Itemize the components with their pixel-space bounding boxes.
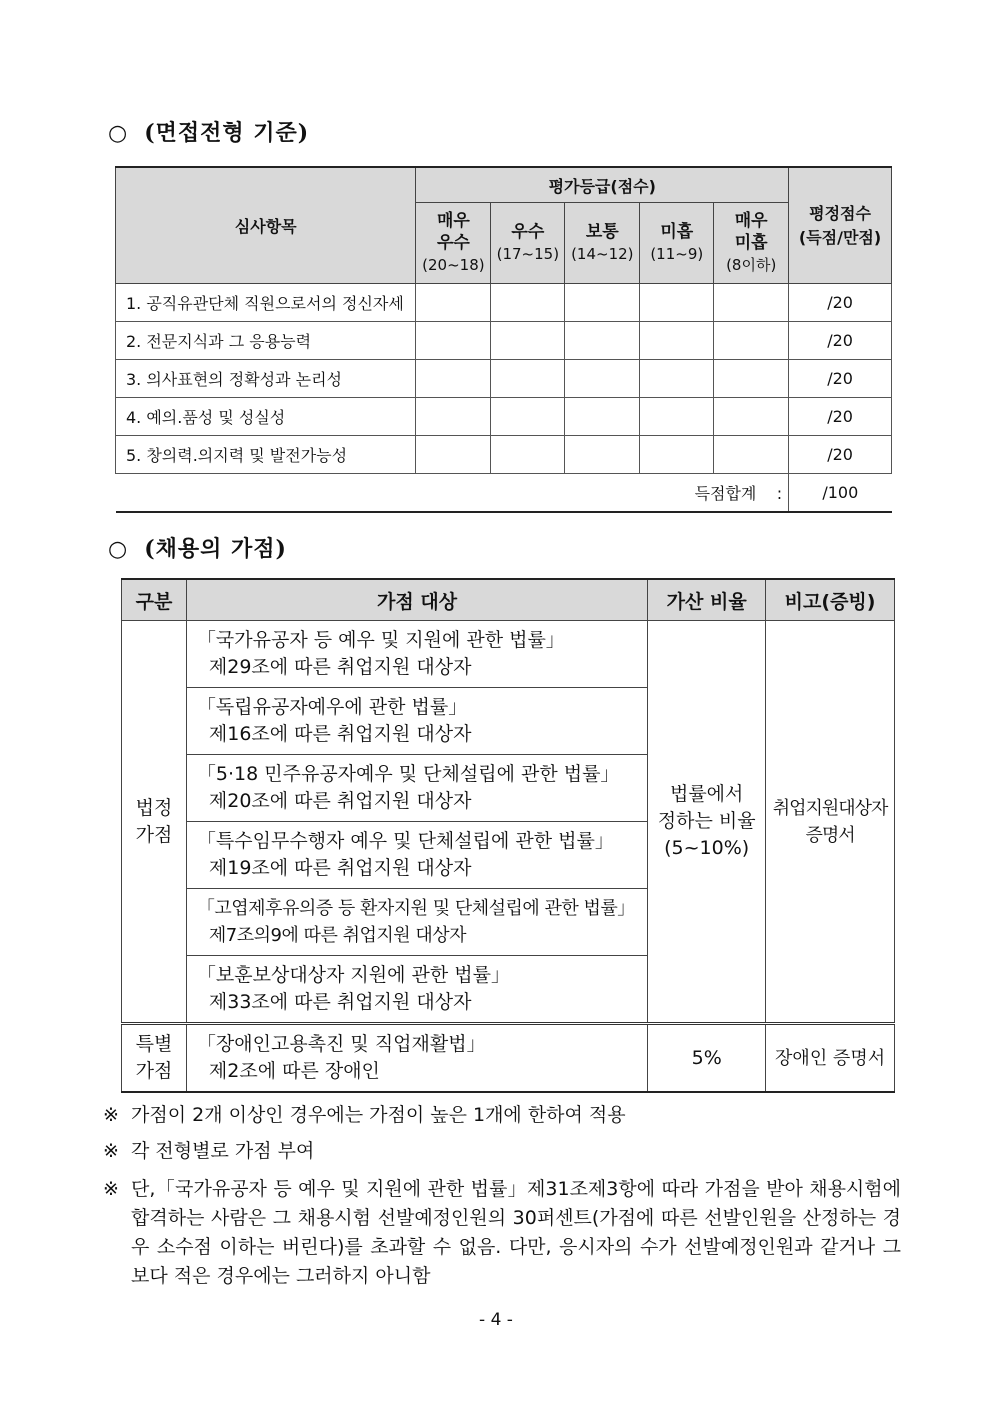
header-note: 비고(증빙) <box>766 579 895 621</box>
header-rate: 가산 비율 <box>648 579 766 621</box>
table-row <box>116 284 892 322</box>
table-row <box>122 621 895 688</box>
grade-cell[interactable] <box>491 436 565 474</box>
grade-header: 매우 우수 (20~18) <box>416 203 491 284</box>
table-row <box>116 436 892 474</box>
note-text: 단,「국가유공자 등 예우 및 지원에 관한 법률」제31조제3항에 따라 가점을 받아 채용시험에 합격하는 사람은 그 채용시험 선발예정인원의 30퍼센트(가점에 따른 선발인원을 산정하는 경우 소수점 이하는 버린다)를 초과할 수 없음. 다만, 응시자의 수가 선발예정인원과 같거나 그보다 적은 경우에는 그러하지 아니함 <box>131 1178 901 1287</box>
grade-cell[interactable] <box>491 360 565 398</box>
table-row <box>116 398 892 436</box>
legal-target: 「국가유공자 등 예우 및 지원에 관한 법률」 제29조에 따른 취업지원 대상자 <box>186 621 647 688</box>
circle-bullet-icon: ○ <box>108 537 129 562</box>
table-row <box>122 1024 895 1093</box>
grade-cell[interactable] <box>714 436 789 474</box>
interview-section-title <box>108 116 309 147</box>
page-number: - 4 - <box>479 1310 513 1330</box>
grade-cell[interactable] <box>640 322 714 360</box>
header-item: 심사항목 <box>116 167 416 284</box>
legal-target: 「독립유공자예우에 관한 법률」 제16조에 따른 취업지원 대상자 <box>186 688 647 755</box>
header-target: 가점 대상 <box>186 579 647 621</box>
bonus-title-text: (채용의 가점) <box>144 536 287 562</box>
interview-title-text: (면접전형 기준) <box>144 120 310 146</box>
grade-cell[interactable] <box>491 322 565 360</box>
grade-cell[interactable] <box>416 436 491 474</box>
interview-criteria-table <box>115 166 892 513</box>
grade-cell[interactable] <box>491 398 565 436</box>
grade-cell[interactable] <box>714 360 789 398</box>
legal-target: 「고엽제후유의증 등 환자지원 및 단체설립에 관한 법률」 제7조의9에 따른 취업지원 대상자 <box>186 889 647 956</box>
header-grade-group: 평가등급(점수) <box>416 167 789 203</box>
total-row <box>116 474 892 513</box>
table-row <box>116 322 892 360</box>
note <box>103 1101 903 1130</box>
legal-target: 「5·18 민주유공자예우 및 단체설립에 관한 법률」 제20조에 따른 취업지원 대상자 <box>186 755 647 822</box>
legal-target: 「특수임무수행자 예우 및 단체설립에 관한 법률」 제19조에 따른 취업지원 대상자 <box>186 822 647 889</box>
criteria-score: /20 <box>789 284 892 322</box>
grade-cell[interactable] <box>565 436 640 474</box>
grade-header: 우수 (17~15) <box>491 203 565 284</box>
grade-cell[interactable] <box>565 284 640 322</box>
grade-cell[interactable] <box>491 284 565 322</box>
grade-header: 보통 (14~12) <box>565 203 640 284</box>
reference-mark-icon: ※ <box>103 1178 119 1200</box>
header-category: 구분 <box>122 579 187 621</box>
grade-cell[interactable] <box>416 360 491 398</box>
criteria-item: 1. 공직유관단체 직원으로서의 정신자세 <box>116 284 416 322</box>
grade-cell[interactable] <box>714 398 789 436</box>
note <box>103 1175 901 1291</box>
grade-header: 매우 미흡 (8이하) <box>714 203 789 284</box>
grade-cell[interactable] <box>640 360 714 398</box>
grade-cell[interactable] <box>416 322 491 360</box>
bonus-section-title <box>108 532 287 563</box>
special-note: 장애인 증명서 <box>766 1024 895 1093</box>
note-text: 각 전형별로 가점 부여 <box>131 1140 315 1162</box>
grade-cell[interactable] <box>714 322 789 360</box>
legal-category: 법정 가점 <box>122 621 187 1024</box>
special-target: 「장애인고용촉진 및 직업재활법」 제2조에 따른 장애인 <box>186 1024 647 1093</box>
special-category: 특별 가점 <box>122 1024 187 1093</box>
total-label: 득점합계 : <box>116 474 789 513</box>
legal-target: 「보훈보상대상자 지원에 관한 법률」 제33조에 따른 취업지원 대상자 <box>186 956 647 1024</box>
grade-cell[interactable] <box>640 398 714 436</box>
total-score: /100 <box>789 474 892 513</box>
grade-cell[interactable] <box>565 398 640 436</box>
criteria-item: 5. 창의력.의지력 및 발전가능성 <box>116 436 416 474</box>
grade-cell[interactable] <box>565 322 640 360</box>
criteria-score: /20 <box>789 398 892 436</box>
legal-rate: 법률에서 정하는 비율 (5~10%) <box>648 621 766 1024</box>
grade-cell[interactable] <box>640 436 714 474</box>
criteria-item: 4. 예의.품성 및 성실성 <box>116 398 416 436</box>
grade-header: 미흡 (11~9) <box>640 203 714 284</box>
grade-cell[interactable] <box>640 284 714 322</box>
grade-cell[interactable] <box>416 284 491 322</box>
legal-note: 취업지원대상자 증명서 <box>766 621 895 1024</box>
bonus-points-table <box>121 578 895 1093</box>
criteria-item: 2. 전문지식과 그 응용능력 <box>116 322 416 360</box>
grade-cell[interactable] <box>565 360 640 398</box>
criteria-score: /20 <box>789 360 892 398</box>
reference-mark-icon: ※ <box>103 1104 119 1126</box>
special-rate: 5% <box>648 1024 766 1093</box>
reference-mark-icon: ※ <box>103 1140 119 1162</box>
criteria-score: /20 <box>789 322 892 360</box>
header-score: 평정점수 (득점/만점) <box>789 167 892 284</box>
grade-cell[interactable] <box>714 284 789 322</box>
criteria-score: /20 <box>789 436 892 474</box>
table-row <box>116 360 892 398</box>
criteria-item: 3. 의사표현의 정확성과 논리성 <box>116 360 416 398</box>
circle-bullet-icon: ○ <box>108 121 129 146</box>
grade-cell[interactable] <box>416 398 491 436</box>
note <box>103 1137 903 1166</box>
note-text: 가점이 2개 이상인 경우에는 가점이 높은 1개에 한하여 적용 <box>131 1104 626 1126</box>
